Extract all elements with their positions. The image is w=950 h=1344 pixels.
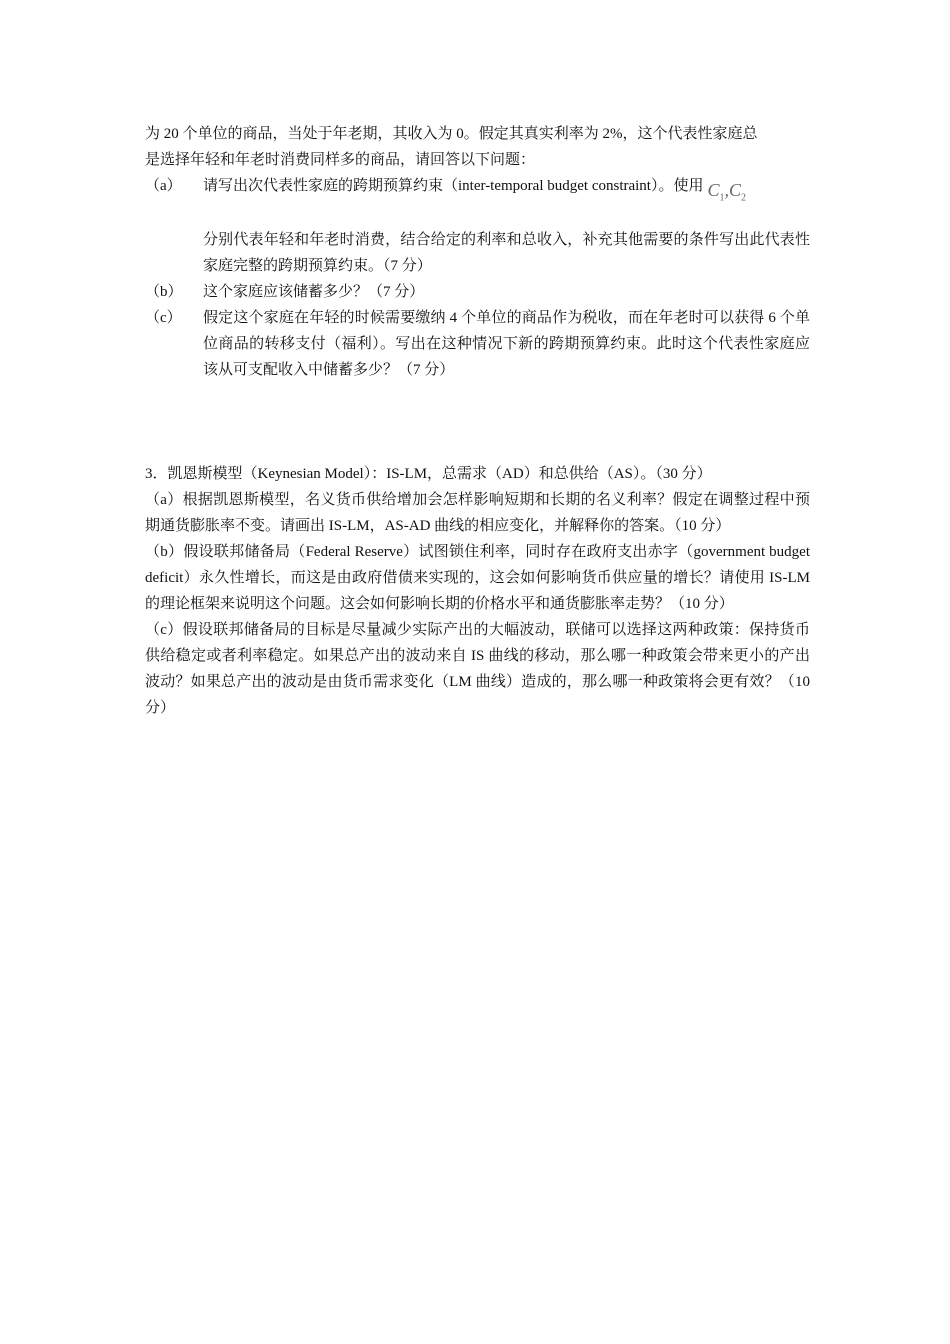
- q2-item-c-text: 假定这个家庭在年轻的时候需要缴纳 4 个单位的商品作为税收，而在年老时可以获得 6 个单位商品的转移支付（福利）。写出在这种情况下新的跨期预算约束。此时这个代表性家庭应该从可支配收入中储蓄多少？（7 分）: [203, 310, 810, 378]
- math-sub1: 1: [719, 192, 725, 204]
- question-3: [145, 461, 810, 721]
- q2-item-a-text1: 请写出次代表性家庭的跨期预算约束（inter-temporal budget constraint）。使用: [203, 178, 704, 194]
- q2-intro-line1: 为 20 个单位的商品，当处于年老期，其收入为 0。假定其真实利率为 2%，这个代表性家庭总: [145, 126, 758, 142]
- q3-part-c: （c）假设联邦储备局的目标是尽量减少实际产出的大幅波动，联储可以选择这两种政策：保持货币供给稳定或者利率稳定。如果总产出的波动来自 IS 曲线的移动，那么哪一种政策会带来更小的产出波动？如果总产出的波动是由货币需求变化（LM 曲线）造成的，那么哪一种政策将会更有效？（10 分）: [145, 622, 810, 716]
- q3-part-b: （b）假设联邦储备局（Federal Reserve）试图锁住利率，同时存在政府支出赤字（government budget deficit）永久性增长，而这是由政府借债来实现的，这会如何影响货币供应量的增长？请使用 IS-LM 的理论框架来说明这个问题。这会如何影响长期的价格水平和通货膨胀率走势？（10 分）: [145, 544, 810, 612]
- q2-item-a-label: （a）: [145, 178, 182, 194]
- q2-item-b-text: 这个家庭应该储蓄多少？（7 分）: [203, 284, 425, 300]
- q2-item-c: [145, 305, 810, 383]
- math-c2: C: [729, 180, 742, 200]
- q2-item-b-label: （b）: [145, 284, 183, 300]
- consumption-symbols: [707, 177, 746, 217]
- math-c1: C: [707, 180, 720, 200]
- q2-item-b: [145, 279, 810, 305]
- q2-item-a: [145, 173, 810, 279]
- q2-item-a-first-line: [203, 173, 810, 213]
- q2-item-a-text2: 分别代表年轻和年老时消费，结合给定的利率和总收入，补充其他需要的条件写出此代表性家庭完整的跨期预算约束。（7 分）: [203, 232, 810, 274]
- math-sub2: 2: [741, 192, 747, 204]
- q2-item-c-label: （c）: [145, 310, 182, 326]
- q3-part-a: （a）根据凯恩斯模型，名义货币供给增加会怎样影响短期和长期的名义利率？假定在调整过程中预期通货膨胀率不变。请画出 IS-LM，AS-AD 曲线的相应变化，并解释你的答案。（10 分）: [145, 492, 810, 534]
- document-page: [145, 121, 810, 721]
- q2-item-a-body: [203, 173, 810, 279]
- q2-intro-line2: 是选择年轻和年老时消费同样多的商品，请回答以下问题：: [145, 152, 536, 168]
- q3-heading: 3．凯恩斯模型（Keynesian Model）：IS-LM，总需求（AD）和总供给（AS）。（30 分）: [145, 466, 712, 482]
- math-sep: ,: [724, 180, 729, 200]
- section-gap: [145, 383, 810, 461]
